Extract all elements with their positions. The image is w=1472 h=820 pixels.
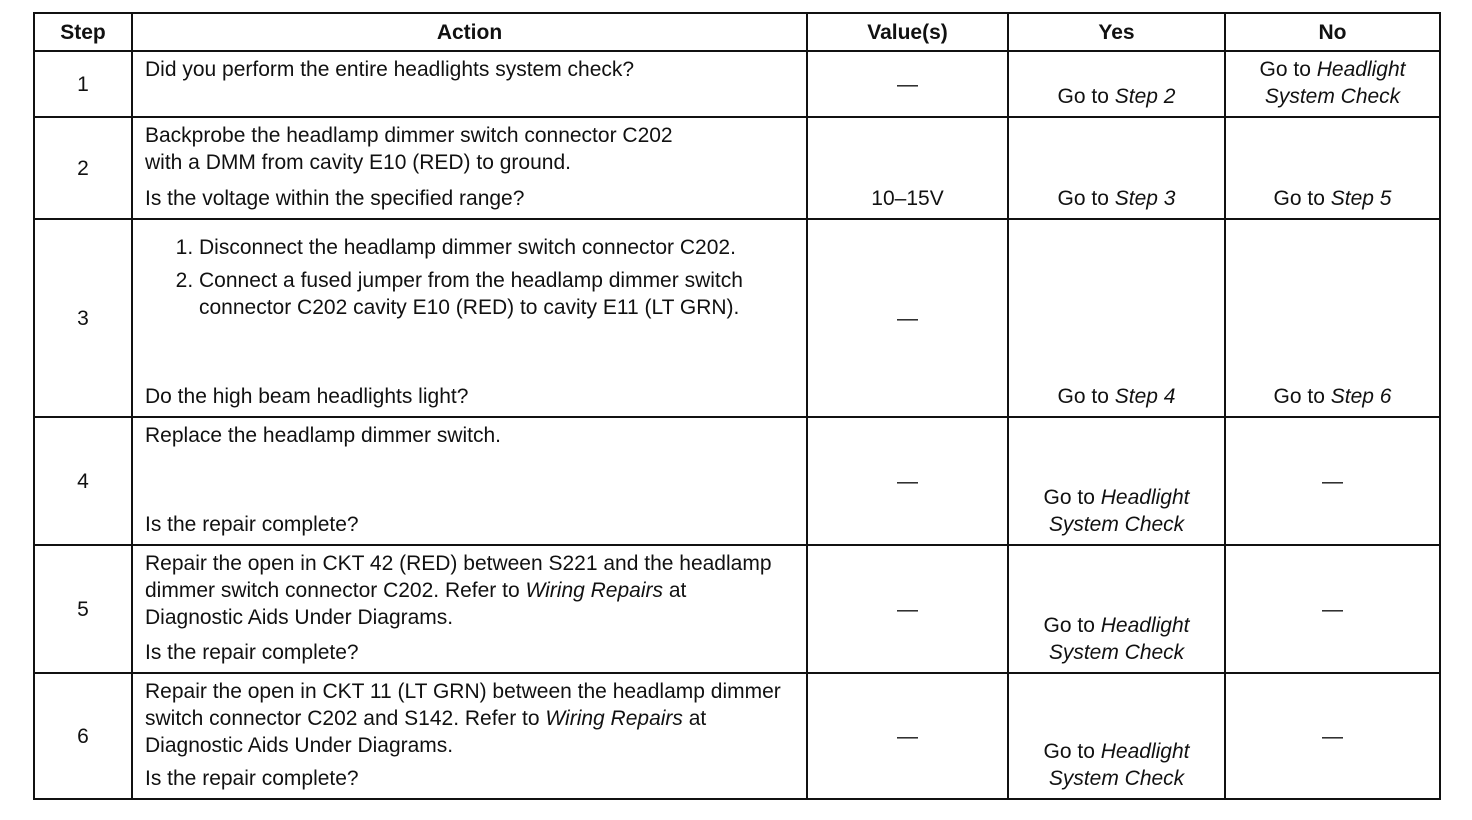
yes-prefix: Go to [1043, 486, 1101, 509]
yes-cell [1008, 219, 1225, 417]
step-number: 1 [34, 51, 132, 117]
action-question: Is the repair complete? [145, 641, 359, 664]
step-number: 5 [34, 545, 132, 673]
yes-ref: Step 2 [1114, 85, 1176, 108]
action-text: Backprobe the headlamp dimmer switch connector C202 [145, 124, 673, 147]
yes-ref: Headlight System Check [1048, 740, 1190, 790]
no-cell: — [1225, 673, 1440, 799]
yes-ref: Step 3 [1114, 187, 1176, 210]
action-text [145, 550, 785, 631]
step-number: 4 [34, 417, 132, 545]
no-prefix: Go to [1259, 58, 1317, 81]
no-prefix: Go to [1273, 385, 1331, 408]
action-text-pre: Repair the open in CKT 42 (RED) between S221 and the headlamp dimmer switch connector C202. Refer to [145, 552, 772, 602]
action-text-post: at Diagnostic Aids Under Diagrams. [145, 579, 687, 629]
action-cell [132, 51, 807, 117]
table-row [34, 51, 1440, 117]
list-item: 2. Connect a fused jumper from the headlamp dimmer switch connector C202 cavity E10 (RED) to cavity E11 (LT GRN). [199, 267, 759, 321]
no-cell [1225, 219, 1440, 417]
header-step: Step [34, 13, 132, 51]
yes-cell [1008, 417, 1225, 545]
yes-prefix: Go to [1057, 85, 1115, 108]
action-question: Do the high beam headlights light? [145, 385, 469, 408]
yes-ref: Step 4 [1114, 385, 1176, 408]
action-question: Is the repair complete? [145, 513, 359, 536]
header-yes: Yes [1008, 13, 1225, 51]
table-row [34, 673, 1440, 799]
action-cell [132, 545, 807, 673]
header-values: Value(s) [807, 13, 1008, 51]
action-text [145, 678, 795, 759]
step-number: 2 [34, 117, 132, 219]
value-cell: — [807, 417, 1008, 545]
action-list [145, 234, 759, 321]
yes-prefix: Go to [1057, 385, 1115, 408]
value-cell: — [807, 545, 1008, 673]
value-cell: — [807, 219, 1008, 417]
no-ref: Step 6 [1330, 385, 1392, 408]
yes-cell [1008, 117, 1225, 219]
action-cell [132, 219, 807, 417]
list-item: 1. Disconnect the headlamp dimmer switch connector C202. [199, 234, 759, 261]
action-text-post: at Diagnostic Aids Under Diagrams. [145, 707, 707, 757]
header-action: Action [132, 13, 807, 51]
action-cell [132, 117, 807, 219]
value-cell: — [807, 673, 1008, 799]
action-text: with a DMM from cavity E10 (RED) to ground. [145, 151, 571, 174]
value-text: 10–15V [871, 187, 944, 210]
action-question: Is the voltage within the specified range? [145, 187, 525, 210]
action-text: Replace the headlamp dimmer switch. [145, 424, 501, 447]
value-cell: — [807, 51, 1008, 117]
step-number: 6 [34, 673, 132, 799]
action-cell [132, 673, 807, 799]
no-ref: Headlight System Check [1264, 58, 1406, 108]
step-number: 3 [34, 219, 132, 417]
table-row [34, 117, 1440, 219]
no-cell [1225, 51, 1440, 117]
header-no: No [1225, 13, 1440, 51]
table-row [34, 545, 1440, 673]
header-row [34, 13, 1440, 51]
yes-prefix: Go to [1057, 187, 1115, 210]
yes-ref: Headlight System Check [1048, 614, 1190, 664]
yes-prefix: Go to [1043, 740, 1101, 763]
no-prefix: Go to [1273, 187, 1331, 210]
table-row [34, 417, 1440, 545]
no-ref: Step 5 [1330, 187, 1392, 210]
action-question: Is the repair complete? [145, 767, 359, 790]
yes-cell [1008, 51, 1225, 117]
no-cell: — [1225, 417, 1440, 545]
yes-cell [1008, 545, 1225, 673]
no-cell [1225, 117, 1440, 219]
action-text-pre: Repair the open in CKT 11 (LT GRN) between the headlamp dimmer switch connector C202 and S142. Refer to [145, 680, 781, 730]
yes-prefix: Go to [1043, 614, 1101, 637]
table-row [34, 219, 1440, 417]
diagnostic-table [33, 12, 1441, 800]
action-cell [132, 417, 807, 545]
action-ref: Wiring Repairs [525, 579, 663, 602]
yes-cell [1008, 673, 1225, 799]
yes-ref: Headlight System Check [1048, 486, 1190, 536]
value-cell [807, 117, 1008, 219]
action-ref: Wiring Repairs [545, 707, 683, 730]
action-text: Did you perform the entire headlights system check? [145, 58, 635, 81]
no-cell: — [1225, 545, 1440, 673]
